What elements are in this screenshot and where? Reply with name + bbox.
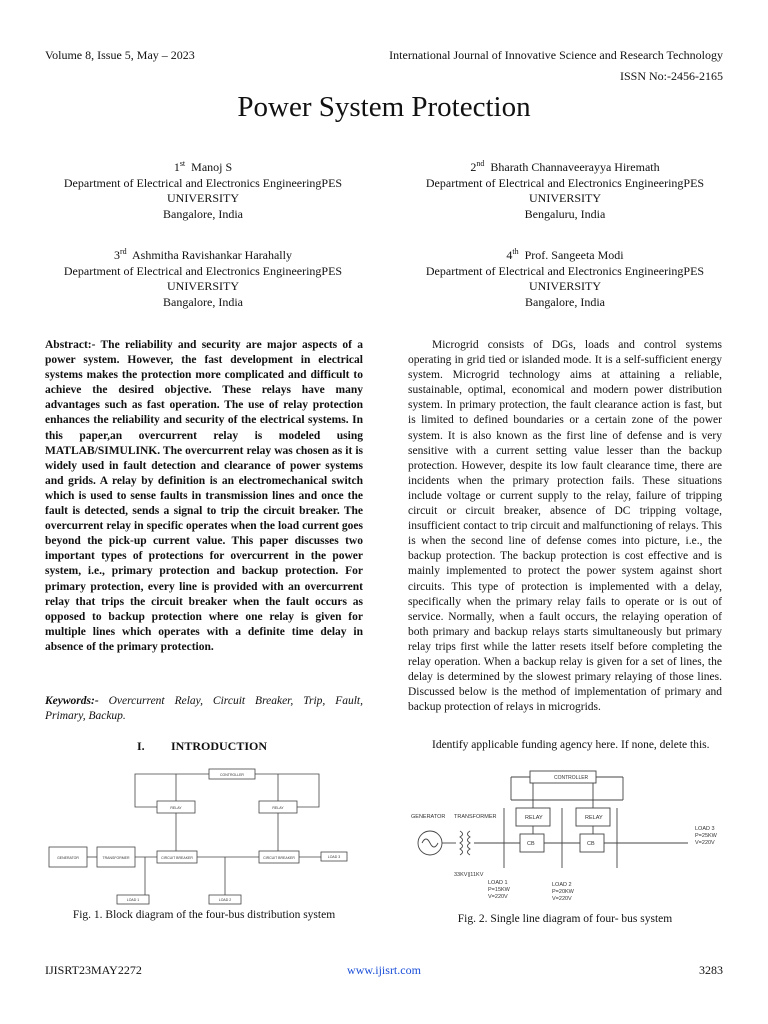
section-number: I. <box>137 739 145 753</box>
paper-title: Power System Protection <box>237 91 531 123</box>
keywords-label: Keywords:- <box>45 695 99 707</box>
author-name: Ashmitha Ravishankar Harahally <box>132 248 292 262</box>
fig2-load3-power: P=25KW <box>695 833 717 839</box>
fig2-controller-label: CONTROLLER <box>554 775 589 781</box>
fig2-load2-power: P=20KW <box>552 889 574 895</box>
fig2-load3-name: LOAD 3 <box>695 826 715 832</box>
author-dept: Department of Electrical and Electronics EngineeringPES <box>425 175 705 190</box>
fig2-load2-voltage: V=220V <box>552 896 572 902</box>
author-city: Bangalore, India <box>525 294 605 309</box>
keywords-text: Overcurrent Relay, Circuit Breaker, Trip, Fault, Primary, Backup. <box>45 695 364 723</box>
author-name: Bharath Channaveerayya Hiremath <box>490 160 660 174</box>
footer-website-link[interactable]: www.ijisrt.com <box>347 963 421 977</box>
fig2-generator-label: GENERATOR <box>411 814 446 820</box>
issn: ISSN No:-2456-2165 <box>619 69 723 83</box>
volume-issue: Volume 8, Issue 5, May – 2023 <box>45 48 195 62</box>
fig2-load1-name: LOAD 1 <box>488 880 508 886</box>
section-title: INTRODUCTION <box>171 739 268 753</box>
journal-name: International Journal of Innovative Science and Research Technology <box>389 48 723 62</box>
author-city: Bengaluru, India <box>524 206 606 221</box>
fig2-relay1-label: RELAY <box>525 815 543 821</box>
author-univ: UNIVERSITY <box>167 279 239 293</box>
fig1-transformer-label: TRANSFORMER <box>102 856 130 860</box>
funding-note: Identify applicable funding agency here. If none, delete this. <box>432 739 710 751</box>
author-block-3: 3rd Ashmitha Ravishankar Harahally Department of Electrical and Electronics EngineeringPES UNIVERSITY Bangalore, India <box>33 244 373 310</box>
fig2-transformer-symbol <box>460 831 463 855</box>
figure-2-single-line-diagram <box>408 768 726 908</box>
fig2-load2-name: LOAD 2 <box>552 882 572 888</box>
fig1-load2-label: LOAD 2 <box>218 898 232 902</box>
fig2-load3-voltage: V=220V <box>695 840 715 846</box>
author-city: Bangalore, India <box>163 206 243 221</box>
author-univ: UNIVERSITY <box>167 191 239 205</box>
fig1-cb1-label: CIRCUIT BREAKER <box>161 856 193 860</box>
author-city: Bangalore, India <box>163 294 243 309</box>
fig2-load1-power: P=15KW <box>488 887 510 893</box>
fig1-load1-label: LOAD 1 <box>126 898 140 902</box>
fig2-cb2-label: CB <box>587 841 595 847</box>
abstract: Abstract:- The reliability and security are major aspects of a power system. However, the fast development in electrical systems makes the protection more complicated and difficult to achieve the desired objective. These relays have many advantages such as fast operation. The use of relay protection enhances the reliability and security of the electrical systems. In this paper,an overcurrent relay is modeled using MATLAB/SIMULINK. The overcurrent relay was chosen as it is widely used in fault detection and clearance of power systems and grids. A relay by definition is an electromechanical switch which is used to sense faults in transmission lines and once the fault is detected, sends a signal to trip the circuit breaker. The overcurrent relay in specific operates when the load current goes beyond the pick-up current value. This paper discusses two important types of protections for overcurrent in the power system, i.e., primary protection and backup protection. For primary protection, every line is provided with an overcurrent relay that trips the circuit breaker when the fault occurs as opposed to backup protection where one relay is given for multiple lines which operates with a definite time delay in absence of the primary protection. <box>45 339 363 653</box>
figure-1-caption: Fig. 1. Block diagram of the four-bus distribution system <box>72 909 336 921</box>
author-block-4: 4th Prof. Sangeeta Modi Department of Electrical and Electronics EngineeringPES UNIVERSITY Bangalore, India <box>395 244 735 310</box>
fig1-controller-label: CONTROLLER <box>220 773 244 777</box>
fig1-relay2-label: RELAY <box>272 806 284 810</box>
author-univ: UNIVERSITY <box>529 279 601 293</box>
fig2-transformer-label: TRANSFORMER <box>454 814 497 820</box>
fig2-load1-voltage: V=220V <box>488 894 508 900</box>
author-dept: Department of Electrical and Electronics EngineeringPES <box>425 263 705 278</box>
author-block-1: 1st Manoj S Department of Electrical and Electronics EngineeringPES UNIVERSITY Bangalore, India <box>33 156 373 222</box>
footer-page-number: 3283 <box>699 963 723 977</box>
fig1-generator-label: GENERATOR <box>57 856 79 860</box>
footer-paper-id: IJISRT23MAY2272 <box>45 963 142 977</box>
keywords <box>45 694 363 724</box>
fig2-relay2-label: RELAY <box>585 815 603 821</box>
author-block-2: 2nd Bharath Channaveerayya Hiremath Department of Electrical and Electronics EngineeringPES UNIVERSITY Bengaluru, India <box>395 156 735 222</box>
fig1-load3-label: LOAD 3 <box>327 855 341 859</box>
author-dept: Department of Electrical and Electronics EngineeringPES <box>63 175 343 190</box>
intro-paragraph: Microgrid consists of DGs, loads and control systems operating in grid tied or islanded mode. It is a self-sufficient energy system. Microgrid technology aims at attaining a reliable, sustainable, optimal, economical and modern power distribution system. In primary protection, the fault clearance action is fast, but is limited to defined boundaries or a certain zone of the power system. It is also known as the first line of defense and is very sensitive with a current setting value lesser than the backup protection. However, despite its low fault clearance time, there are incidents when the primary protection fails. These situations include voltage or current supply to the relay, failure of tripping circuit or circuit breaker, absence of DC tripping voltage, insufficient contact to trip circuit and malfunctioning of relays. This is when the second line of defense comes into picture, i.e., the backup protection. The backup protection is cost effective and is mainly implemented to protect the power system against short circuits. This type of protection is implemented with a delay, specifically when the primary relay fails to operate or is out of service. Normally, when a fault occurs, the relaying operation of both primary and backup relays starts simultaneously but primary relay trips first while the latter resets itself before completing the relay operation. When a backup relay is given for a set of lines, the delay is determined by the slowest primary relaying of those lines. Discussed below is the method of implementation of primary and backup protection of relays in microgrids. <box>408 339 722 714</box>
figure-2-caption: Fig. 2. Single line diagram of four- bus system <box>457 913 673 925</box>
author-univ: UNIVERSITY <box>529 191 601 205</box>
fig1-cb2-label: CIRCUIT BREAKER <box>263 856 295 860</box>
author-dept: Department of Electrical and Electronics EngineeringPES <box>63 263 343 278</box>
author-name: Manoj S <box>191 160 233 174</box>
fig2-cb1-label: CB <box>527 841 535 847</box>
fig2-kv-label: 33KV||11KV <box>454 872 484 878</box>
fig1-relay1-label: RELAY <box>170 806 182 810</box>
figure-1-block-diagram <box>45 763 365 908</box>
author-name: Prof. Sangeeta Modi <box>524 248 624 262</box>
